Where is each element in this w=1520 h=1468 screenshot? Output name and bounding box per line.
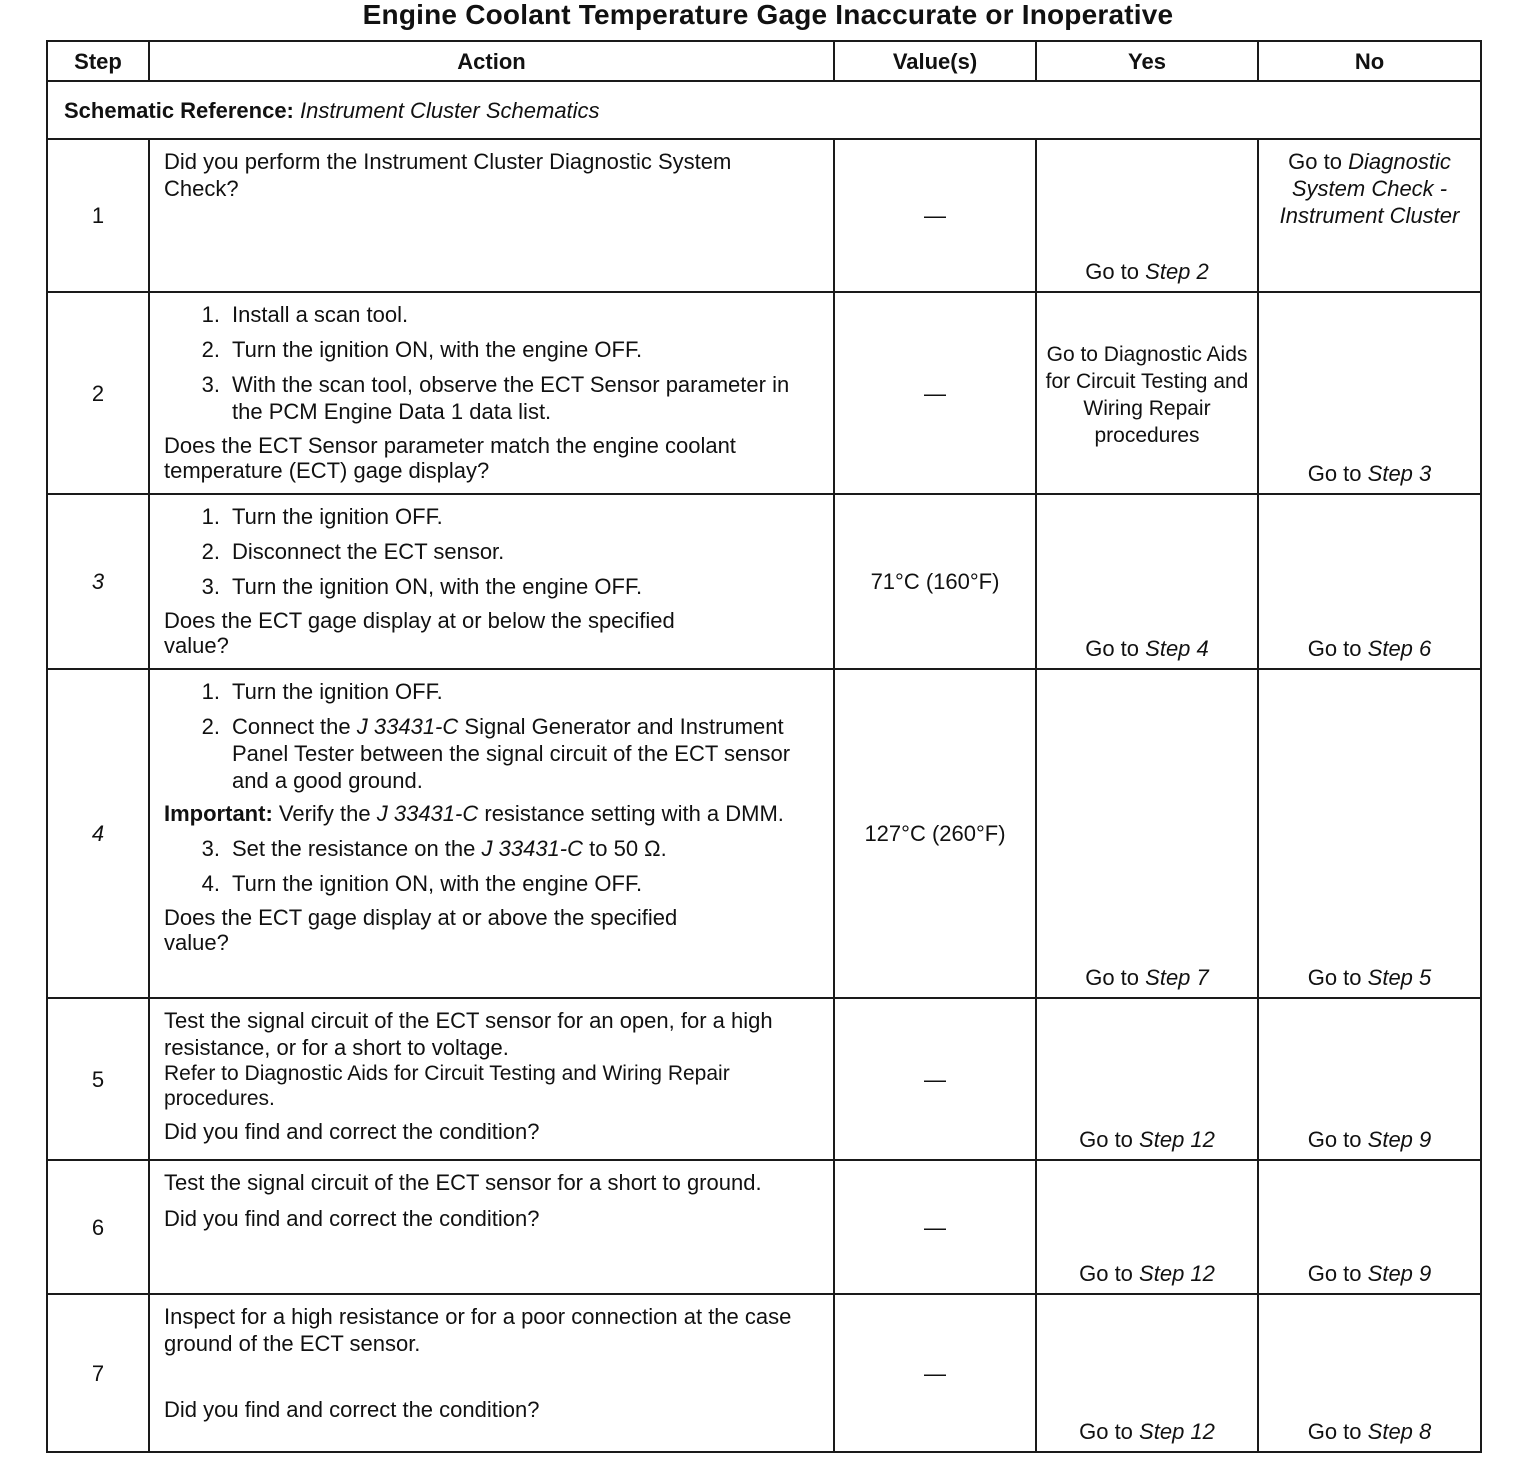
list-item: 1. Turn the ignition OFF. <box>201 504 443 529</box>
value-cell: 127°C (260°F) <box>834 669 1036 998</box>
table-row <box>47 669 1481 998</box>
schematic-label: Schematic Reference: <box>64 97 294 123</box>
action-cell <box>149 1294 834 1452</box>
action-steps <box>164 835 823 897</box>
header-step: Step <box>47 41 149 81</box>
go-to-text: Go to <box>1085 259 1140 284</box>
refer-text: Refer to Diagnostic Aids for Circuit Testing and Wiring Repair procedures. <box>164 1062 730 1110</box>
go-to-text: Go to <box>1079 1419 1133 1444</box>
go-to-text: Go to <box>1288 149 1342 174</box>
list-item: 2. Disconnect the ECT sensor. <box>201 539 505 564</box>
action-cell <box>149 494 834 669</box>
page-title: Engine Coolant Temperature Gage Inaccurate or Inoperative <box>362 0 1174 30</box>
header-values: Value(s) <box>834 41 1036 81</box>
value-cell: — <box>834 139 1036 292</box>
table-row <box>47 139 1481 292</box>
question-text: Does the ECT gage display at or below the specified value? <box>164 608 675 658</box>
diagnostic-table <box>46 40 1482 1453</box>
schematic-row <box>47 81 1481 139</box>
go-to-text: Go to <box>1085 965 1140 990</box>
step-number: 4 <box>47 669 149 998</box>
step-number: 3 <box>47 494 149 669</box>
no-target: Step 9 <box>1367 1127 1432 1152</box>
list-item: 3. With the scan tool, observe the ECT Sensor parameter in the PCM Engine Data 1 data list. <box>201 372 790 424</box>
question-text: Did you find and correct the condition? <box>164 1397 540 1422</box>
schematic-reference <box>47 81 1481 139</box>
yes-cell <box>1036 1294 1258 1452</box>
list-item: 2. Turn the ignition ON, with the engine OFF. <box>201 337 643 362</box>
list-item: 3. Set the resistance on the J 33431-C to 50 Ω. <box>201 836 667 861</box>
action-text: Inspect for a high resistance or for a poor connection at the case ground of the ECT sensor. <box>164 1304 792 1356</box>
step-number: 2 <box>47 292 149 494</box>
header-no: No <box>1258 41 1481 81</box>
yes-target: Step 4 <box>1145 636 1209 661</box>
no-link: Diagnostic System Check - Instrument Cluster <box>1279 149 1460 228</box>
step-number: 6 <box>47 1160 149 1294</box>
no-cell <box>1258 998 1481 1160</box>
schematic-value: Instrument Cluster Schematics <box>300 97 600 123</box>
action-cell <box>149 1160 834 1294</box>
action-steps <box>164 678 823 794</box>
list-item: 1. Turn the ignition OFF. <box>201 679 443 704</box>
go-to-text: Go to <box>1085 636 1140 661</box>
table-row <box>47 292 1481 494</box>
list-item: 2. Connect the J 33431-C Signal Generator and Instrument Panel Tester between the signal circuit of the ECT sensor and a good ground. <box>201 714 791 793</box>
go-to-text: Go to <box>1307 1419 1362 1444</box>
go-to-text: Go to <box>1307 965 1362 990</box>
yes-cell: Go to Diagnostic Aids for Circuit Testing and Wiring Repair procedures <box>1036 292 1258 494</box>
action-cell <box>149 998 834 1160</box>
table-row <box>47 494 1481 669</box>
value-cell: 71°C (160°F) <box>834 494 1036 669</box>
step-number: 1 <box>47 139 149 292</box>
no-cell <box>1258 139 1481 292</box>
no-target: Step 8 <box>1367 1419 1432 1444</box>
list-item: 1. Install a scan tool. <box>201 302 409 327</box>
action-text: Did you perform the Instrument Cluster Diagnostic System Check? <box>164 149 732 201</box>
go-to-text: Go to <box>1307 1127 1362 1152</box>
action-text: Test the signal circuit of the ECT sensor for an open, for a high resistance, or for a short to voltage. <box>164 1008 773 1060</box>
question-text: Did you find and correct the condition? <box>164 1119 540 1144</box>
yes-cell <box>1036 1160 1258 1294</box>
question-text: Does the ECT gage display at or above the specified value? <box>164 905 678 955</box>
action-cell <box>149 292 834 494</box>
yes-target: Step 2 <box>1145 259 1209 284</box>
important-note: Important: Verify the J 33431-C resistance setting with a DMM. <box>164 801 784 826</box>
yes-cell <box>1036 494 1258 669</box>
go-to-text: Go to <box>1307 1261 1362 1286</box>
question-text: Did you find and correct the condition? <box>164 1206 540 1231</box>
go-to-text: Go to <box>1079 1261 1133 1286</box>
header-yes: Yes <box>1036 41 1258 81</box>
value-cell: — <box>834 1160 1036 1294</box>
list-item: 3. Turn the ignition ON, with the engine OFF. <box>201 574 643 599</box>
no-target: Step 5 <box>1367 965 1432 990</box>
header-action: Action <box>149 41 834 81</box>
yes-cell <box>1036 669 1258 998</box>
value-cell: — <box>834 1294 1036 1452</box>
go-to-text: Go to <box>1307 461 1362 486</box>
list-item: 4. Turn the ignition ON, with the engine OFF. <box>201 871 643 896</box>
no-cell <box>1258 1294 1481 1452</box>
table-row <box>47 998 1481 1160</box>
no-cell <box>1258 292 1481 494</box>
header-row <box>47 41 1481 81</box>
yes-target: Step 7 <box>1145 965 1209 990</box>
question-text: Does the ECT Sensor parameter match the engine coolant temperature (ECT) gage display? <box>164 433 736 483</box>
no-cell <box>1258 494 1481 669</box>
value-cell: — <box>834 292 1036 494</box>
action-cell <box>149 139 834 292</box>
yes-cell <box>1036 998 1258 1160</box>
action-steps <box>164 503 823 600</box>
yes-target: Step 12 <box>1139 1261 1215 1286</box>
go-to-text: Go to <box>1079 1127 1133 1152</box>
table-row <box>47 1294 1481 1452</box>
yes-target: Step 12 <box>1139 1419 1215 1444</box>
no-cell <box>1258 1160 1481 1294</box>
go-to-text: Go to <box>1307 636 1362 661</box>
step-number: 7 <box>47 1294 149 1452</box>
action-cell <box>149 669 834 998</box>
yes-cell <box>1036 139 1258 292</box>
value-cell: — <box>834 998 1036 1160</box>
table-row <box>47 1160 1481 1294</box>
no-target: Step 6 <box>1367 636 1432 661</box>
no-cell <box>1258 669 1481 998</box>
no-target: Step 3 <box>1367 461 1432 486</box>
yes-target: Step 12 <box>1139 1127 1215 1152</box>
action-steps <box>164 301 823 425</box>
action-text: Test the signal circuit of the ECT sensor for a short to ground. <box>164 1170 762 1195</box>
step-number: 5 <box>47 998 149 1160</box>
no-target: Step 9 <box>1367 1261 1432 1286</box>
